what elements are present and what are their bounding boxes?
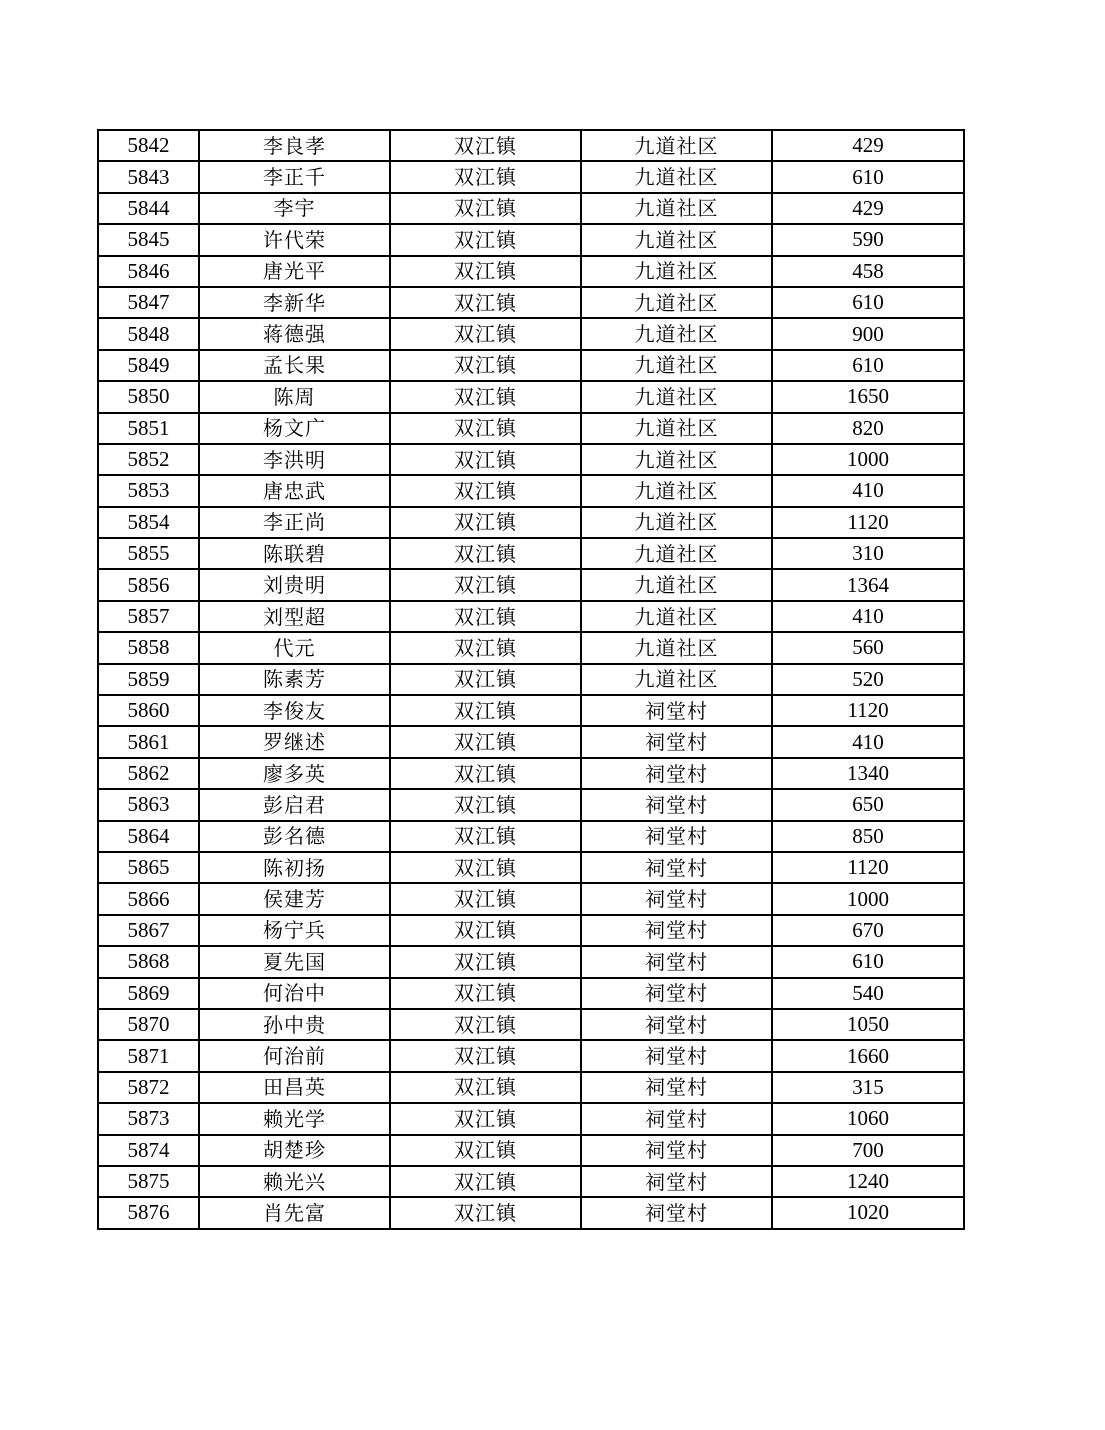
cell-village: 九道社区 xyxy=(581,538,772,569)
cell-id: 5858 xyxy=(98,632,199,663)
cell-town: 双江镇 xyxy=(390,413,581,444)
cell-name: 李俊友 xyxy=(199,695,390,726)
table-row xyxy=(98,256,964,287)
cell-amount: 1364 xyxy=(772,569,964,600)
cell-id: 5875 xyxy=(98,1166,199,1197)
cell-amount: 458 xyxy=(772,256,964,287)
cell-name: 廖多英 xyxy=(199,758,390,789)
cell-amount: 1650 xyxy=(772,381,964,412)
cell-id: 5856 xyxy=(98,569,199,600)
cell-amount: 1000 xyxy=(772,883,964,914)
cell-name: 蒋德强 xyxy=(199,318,390,349)
cell-town: 双江镇 xyxy=(390,758,581,789)
cell-id: 5870 xyxy=(98,1009,199,1040)
cell-amount: 410 xyxy=(772,726,964,757)
cell-id: 5862 xyxy=(98,758,199,789)
cell-name: 李新华 xyxy=(199,287,390,318)
table-row xyxy=(98,852,964,883)
cell-id: 5843 xyxy=(98,161,199,192)
cell-town: 双江镇 xyxy=(390,381,581,412)
cell-amount: 700 xyxy=(772,1135,964,1166)
cell-id: 5866 xyxy=(98,883,199,914)
cell-id: 5845 xyxy=(98,224,199,255)
cell-name: 许代荣 xyxy=(199,224,390,255)
table-row xyxy=(98,350,964,381)
cell-town: 双江镇 xyxy=(390,287,581,318)
cell-name: 孟长果 xyxy=(199,350,390,381)
cell-id: 5861 xyxy=(98,726,199,757)
cell-amount: 610 xyxy=(772,161,964,192)
cell-village: 九道社区 xyxy=(581,130,772,161)
cell-village: 祠堂村 xyxy=(581,695,772,726)
roster-table-body xyxy=(98,130,964,1229)
cell-village: 九道社区 xyxy=(581,193,772,224)
cell-amount: 610 xyxy=(772,287,964,318)
cell-amount: 850 xyxy=(772,821,964,852)
cell-town: 双江镇 xyxy=(390,224,581,255)
cell-village: 祠堂村 xyxy=(581,852,772,883)
cell-id: 5849 xyxy=(98,350,199,381)
cell-name: 孙中贵 xyxy=(199,1009,390,1040)
cell-name: 唐光平 xyxy=(199,256,390,287)
cell-id: 5865 xyxy=(98,852,199,883)
cell-amount: 650 xyxy=(772,789,964,820)
cell-village: 九道社区 xyxy=(581,569,772,600)
cell-village: 九道社区 xyxy=(581,475,772,506)
cell-town: 双江镇 xyxy=(390,852,581,883)
table-row xyxy=(98,475,964,506)
table-row xyxy=(98,444,964,475)
table-row xyxy=(98,1166,964,1197)
cell-village: 九道社区 xyxy=(581,318,772,349)
cell-amount: 1240 xyxy=(772,1166,964,1197)
cell-village: 九道社区 xyxy=(581,601,772,632)
cell-name: 杨文广 xyxy=(199,413,390,444)
table-row xyxy=(98,538,964,569)
cell-name: 刘贵明 xyxy=(199,569,390,600)
cell-town: 双江镇 xyxy=(390,256,581,287)
cell-village: 祠堂村 xyxy=(581,821,772,852)
cell-town: 双江镇 xyxy=(390,1166,581,1197)
cell-town: 双江镇 xyxy=(390,130,581,161)
cell-id: 5848 xyxy=(98,318,199,349)
cell-amount: 540 xyxy=(772,978,964,1009)
cell-name: 彭名德 xyxy=(199,821,390,852)
table-row xyxy=(98,915,964,946)
cell-village: 九道社区 xyxy=(581,413,772,444)
table-row xyxy=(98,287,964,318)
cell-name: 何治前 xyxy=(199,1040,390,1071)
cell-amount: 820 xyxy=(772,413,964,444)
cell-id: 5871 xyxy=(98,1040,199,1071)
cell-id: 5867 xyxy=(98,915,199,946)
cell-name: 彭启君 xyxy=(199,789,390,820)
cell-village: 九道社区 xyxy=(581,632,772,663)
table-row xyxy=(98,695,964,726)
table-row xyxy=(98,946,964,977)
cell-id: 5876 xyxy=(98,1197,199,1228)
cell-name: 李宇 xyxy=(199,193,390,224)
cell-town: 双江镇 xyxy=(390,161,581,192)
cell-name: 杨宁兵 xyxy=(199,915,390,946)
cell-village: 祠堂村 xyxy=(581,883,772,914)
cell-amount: 560 xyxy=(772,632,964,663)
table-row xyxy=(98,601,964,632)
table-row xyxy=(98,1040,964,1071)
table-row xyxy=(98,883,964,914)
table-row xyxy=(98,1103,964,1134)
table-row xyxy=(98,507,964,538)
table-row xyxy=(98,1197,964,1228)
cell-amount: 1120 xyxy=(772,852,964,883)
cell-town: 双江镇 xyxy=(390,664,581,695)
cell-town: 双江镇 xyxy=(390,1009,581,1040)
cell-name: 肖先富 xyxy=(199,1197,390,1228)
cell-town: 双江镇 xyxy=(390,883,581,914)
cell-town: 双江镇 xyxy=(390,538,581,569)
table-row xyxy=(98,381,964,412)
cell-amount: 520 xyxy=(772,664,964,695)
cell-village: 祠堂村 xyxy=(581,915,772,946)
cell-town: 双江镇 xyxy=(390,915,581,946)
table-row xyxy=(98,130,964,161)
cell-id: 5872 xyxy=(98,1072,199,1103)
cell-town: 双江镇 xyxy=(390,193,581,224)
cell-id: 5874 xyxy=(98,1135,199,1166)
cell-id: 5868 xyxy=(98,946,199,977)
cell-id: 5860 xyxy=(98,695,199,726)
cell-village: 九道社区 xyxy=(581,507,772,538)
cell-town: 双江镇 xyxy=(390,632,581,663)
table-row xyxy=(98,161,964,192)
cell-id: 5844 xyxy=(98,193,199,224)
cell-name: 侯建芳 xyxy=(199,883,390,914)
cell-town: 双江镇 xyxy=(390,507,581,538)
cell-amount: 429 xyxy=(772,130,964,161)
cell-village: 九道社区 xyxy=(581,256,772,287)
cell-id: 5855 xyxy=(98,538,199,569)
cell-name: 赖光学 xyxy=(199,1103,390,1134)
cell-amount: 670 xyxy=(772,915,964,946)
cell-village: 祠堂村 xyxy=(581,1009,772,1040)
cell-amount: 1060 xyxy=(772,1103,964,1134)
table-row xyxy=(98,224,964,255)
cell-name: 陈素芳 xyxy=(199,664,390,695)
cell-town: 双江镇 xyxy=(390,1197,581,1228)
cell-town: 双江镇 xyxy=(390,601,581,632)
cell-name: 夏先国 xyxy=(199,946,390,977)
cell-name: 何治中 xyxy=(199,978,390,1009)
cell-amount: 1120 xyxy=(772,507,964,538)
cell-village: 祠堂村 xyxy=(581,1072,772,1103)
cell-amount: 1120 xyxy=(772,695,964,726)
cell-amount: 410 xyxy=(772,475,964,506)
cell-amount: 590 xyxy=(772,224,964,255)
table-row xyxy=(98,632,964,663)
cell-id: 5853 xyxy=(98,475,199,506)
cell-name: 陈联碧 xyxy=(199,538,390,569)
cell-id: 5851 xyxy=(98,413,199,444)
cell-town: 双江镇 xyxy=(390,695,581,726)
cell-name: 李良孝 xyxy=(199,130,390,161)
cell-name: 陈周 xyxy=(199,381,390,412)
table-row xyxy=(98,758,964,789)
roster-table xyxy=(97,129,965,1230)
cell-id: 5854 xyxy=(98,507,199,538)
cell-village: 九道社区 xyxy=(581,287,772,318)
cell-town: 双江镇 xyxy=(390,946,581,977)
cell-town: 双江镇 xyxy=(390,1135,581,1166)
cell-village: 九道社区 xyxy=(581,444,772,475)
cell-village: 祠堂村 xyxy=(581,1040,772,1071)
cell-village: 祠堂村 xyxy=(581,726,772,757)
cell-amount: 410 xyxy=(772,601,964,632)
cell-id: 5863 xyxy=(98,789,199,820)
cell-name: 李正尚 xyxy=(199,507,390,538)
cell-village: 九道社区 xyxy=(581,161,772,192)
table-row xyxy=(98,413,964,444)
table-row xyxy=(98,569,964,600)
cell-name: 赖光兴 xyxy=(199,1166,390,1197)
cell-village: 祠堂村 xyxy=(581,789,772,820)
cell-id: 5847 xyxy=(98,287,199,318)
cell-name: 李洪明 xyxy=(199,444,390,475)
cell-id: 5850 xyxy=(98,381,199,412)
cell-village: 祠堂村 xyxy=(581,1166,772,1197)
cell-town: 双江镇 xyxy=(390,726,581,757)
cell-village: 祠堂村 xyxy=(581,946,772,977)
table-row xyxy=(98,1135,964,1166)
cell-id: 5852 xyxy=(98,444,199,475)
cell-amount: 900 xyxy=(772,318,964,349)
cell-amount: 1000 xyxy=(772,444,964,475)
cell-name: 代元 xyxy=(199,632,390,663)
cell-amount: 1020 xyxy=(772,1197,964,1228)
cell-amount: 610 xyxy=(772,946,964,977)
table-row xyxy=(98,726,964,757)
cell-amount: 315 xyxy=(772,1072,964,1103)
table-row xyxy=(98,193,964,224)
cell-amount: 310 xyxy=(772,538,964,569)
table-row xyxy=(98,789,964,820)
cell-name: 刘型超 xyxy=(199,601,390,632)
cell-village: 祠堂村 xyxy=(581,978,772,1009)
cell-village: 祠堂村 xyxy=(581,758,772,789)
table-row xyxy=(98,1009,964,1040)
cell-village: 九道社区 xyxy=(581,224,772,255)
cell-name: 陈初扬 xyxy=(199,852,390,883)
cell-name: 李正千 xyxy=(199,161,390,192)
cell-town: 双江镇 xyxy=(390,350,581,381)
cell-town: 双江镇 xyxy=(390,1103,581,1134)
cell-village: 九道社区 xyxy=(581,350,772,381)
cell-town: 双江镇 xyxy=(390,1040,581,1071)
table-row xyxy=(98,821,964,852)
cell-amount: 610 xyxy=(772,350,964,381)
cell-village: 祠堂村 xyxy=(581,1197,772,1228)
cell-name: 唐忠武 xyxy=(199,475,390,506)
table-row xyxy=(98,1072,964,1103)
table-row xyxy=(98,664,964,695)
cell-town: 双江镇 xyxy=(390,1072,581,1103)
table-row xyxy=(98,318,964,349)
cell-amount: 429 xyxy=(772,193,964,224)
cell-id: 5859 xyxy=(98,664,199,695)
cell-village: 九道社区 xyxy=(581,664,772,695)
cell-name: 胡楚珍 xyxy=(199,1135,390,1166)
cell-id: 5842 xyxy=(98,130,199,161)
cell-id: 5864 xyxy=(98,821,199,852)
table-row xyxy=(98,978,964,1009)
cell-id: 5869 xyxy=(98,978,199,1009)
cell-town: 双江镇 xyxy=(390,444,581,475)
cell-id: 5857 xyxy=(98,601,199,632)
cell-town: 双江镇 xyxy=(390,569,581,600)
cell-amount: 1660 xyxy=(772,1040,964,1071)
cell-town: 双江镇 xyxy=(390,789,581,820)
cell-town: 双江镇 xyxy=(390,821,581,852)
cell-town: 双江镇 xyxy=(390,978,581,1009)
cell-village: 祠堂村 xyxy=(581,1103,772,1134)
cell-village: 九道社区 xyxy=(581,381,772,412)
cell-name: 罗继述 xyxy=(199,726,390,757)
cell-village: 祠堂村 xyxy=(581,1135,772,1166)
cell-name: 田昌英 xyxy=(199,1072,390,1103)
cell-amount: 1340 xyxy=(772,758,964,789)
cell-town: 双江镇 xyxy=(390,475,581,506)
cell-amount: 1050 xyxy=(772,1009,964,1040)
cell-id: 5846 xyxy=(98,256,199,287)
cell-town: 双江镇 xyxy=(390,318,581,349)
cell-id: 5873 xyxy=(98,1103,199,1134)
